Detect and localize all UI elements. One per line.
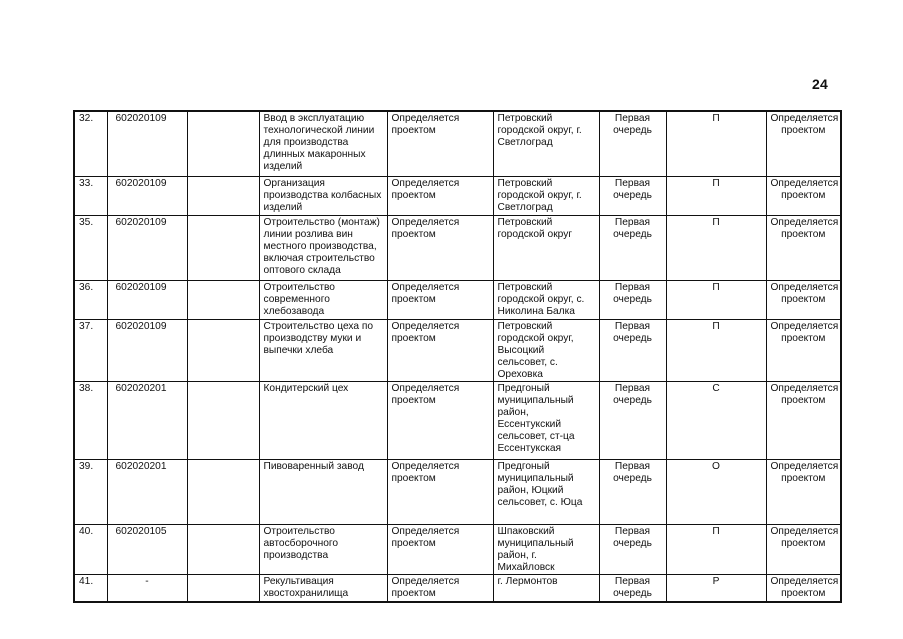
row-type: О <box>666 459 766 524</box>
row-location: Предгоный муниципальный район, Ессентукский сельсовет, ст-ца Ессентукская <box>493 381 599 459</box>
row-stage: Первая очередь <box>599 575 666 602</box>
row-cost: Определяется проектом <box>766 524 841 574</box>
row-code: 602020105 <box>107 524 187 574</box>
row-number: 40. <box>74 524 107 574</box>
row-code: 602020109 <box>107 176 187 215</box>
row-stage: Первая очередь <box>599 459 666 524</box>
row-empty-cell <box>187 575 259 602</box>
row-capacity: Определяется проектом <box>387 575 493 602</box>
row-code: 602020109 <box>107 111 187 176</box>
table-row <box>74 176 841 215</box>
page-number: 24 <box>812 76 828 92</box>
row-number: 32. <box>74 111 107 176</box>
row-stage: Первая очередь <box>599 524 666 574</box>
row-code: 602020109 <box>107 280 187 319</box>
table-row <box>74 459 841 524</box>
registry-table <box>73 110 842 603</box>
row-empty-cell <box>187 215 259 280</box>
row-cost: Определяется проектом <box>766 215 841 280</box>
row-number: 41. <box>74 575 107 602</box>
row-capacity: Определяется проектом <box>387 215 493 280</box>
row-code: 602020109 <box>107 215 187 280</box>
row-capacity: Определяется проектом <box>387 280 493 319</box>
row-location: Петровский городской округ, с. Николина Балка <box>493 280 599 319</box>
row-code: 602020201 <box>107 381 187 459</box>
row-empty-cell <box>187 319 259 381</box>
row-number: 33. <box>74 176 107 215</box>
row-location: Петровский городской округ, г. Светлоград <box>493 176 599 215</box>
row-type: Р <box>666 575 766 602</box>
row-code: - <box>107 575 187 602</box>
table-row <box>74 381 841 459</box>
row-stage: Первая очередь <box>599 280 666 319</box>
row-type: С <box>666 381 766 459</box>
row-object-name: Рекультивация хвостохранилища <box>259 575 387 602</box>
row-empty-cell <box>187 524 259 574</box>
row-object-name: Отроительство автосборочного производства <box>259 524 387 574</box>
row-type: П <box>666 524 766 574</box>
table-row <box>74 575 841 602</box>
row-stage: Первая очередь <box>599 176 666 215</box>
row-object-name: Ввод в эксплуатацию технологической линии для производства длинных макаронных изделий <box>259 111 387 176</box>
row-capacity: Определяется проектом <box>387 319 493 381</box>
row-code: 602020201 <box>107 459 187 524</box>
row-number: 38. <box>74 381 107 459</box>
row-object-name: Кондитерский цех <box>259 381 387 459</box>
row-empty-cell <box>187 459 259 524</box>
row-cost: Определяется проектом <box>766 176 841 215</box>
table-row <box>74 524 841 574</box>
row-type: П <box>666 215 766 280</box>
row-cost: Определяется проектом <box>766 459 841 524</box>
row-number: 36. <box>74 280 107 319</box>
row-stage: Первая очередь <box>599 215 666 280</box>
row-type: П <box>666 111 766 176</box>
row-type: П <box>666 176 766 215</box>
row-stage: Первая очередь <box>599 111 666 176</box>
row-empty-cell <box>187 111 259 176</box>
row-object-name: Организация производства колбасных изделий <box>259 176 387 215</box>
row-capacity: Определяется проектом <box>387 111 493 176</box>
table-row <box>74 215 841 280</box>
row-object-name: Строительство цеха по производству муки и выпечки хлеба <box>259 319 387 381</box>
row-empty-cell <box>187 381 259 459</box>
row-cost: Определяется проектом <box>766 319 841 381</box>
row-cost: Определяется проектом <box>766 575 841 602</box>
row-capacity: Определяется проектом <box>387 381 493 459</box>
row-capacity: Определяется проектом <box>387 524 493 574</box>
row-cost: Определяется проектом <box>766 111 841 176</box>
row-location: Петровский городской округ, Высоцкий сельсовет, с. Ореховка <box>493 319 599 381</box>
row-capacity: Определяется проектом <box>387 176 493 215</box>
row-capacity: Определяется проектом <box>387 459 493 524</box>
row-stage: Первая очередь <box>599 319 666 381</box>
row-location: г. Лермонтов <box>493 575 599 602</box>
row-code: 602020109 <box>107 319 187 381</box>
row-location: Петровский городской округ <box>493 215 599 280</box>
row-cost: Определяется проектом <box>766 280 841 319</box>
row-empty-cell <box>187 176 259 215</box>
row-type: П <box>666 319 766 381</box>
table-row <box>74 111 841 176</box>
row-number: 37. <box>74 319 107 381</box>
table-row <box>74 319 841 381</box>
row-location: Петровский городской округ, г. Светлоград <box>493 111 599 176</box>
row-number: 39. <box>74 459 107 524</box>
row-empty-cell <box>187 280 259 319</box>
row-stage: Первая очередь <box>599 381 666 459</box>
row-type: П <box>666 280 766 319</box>
row-object-name: Пивоваренный завод <box>259 459 387 524</box>
row-location: Предгоный муниципальный район, Юцкий сельсовет, с. Юца <box>493 459 599 524</box>
row-cost: Определяется проектом <box>766 381 841 459</box>
row-object-name: Отроительство современного хлебозавода <box>259 280 387 319</box>
row-location: Шпаковский муниципальный район, г. Михайловск <box>493 524 599 574</box>
row-number: 35. <box>74 215 107 280</box>
table-row <box>74 280 841 319</box>
row-object-name: Отроительство (монтаж) линии розлива вин местного производства, включая строительство оптового склада <box>259 215 387 280</box>
